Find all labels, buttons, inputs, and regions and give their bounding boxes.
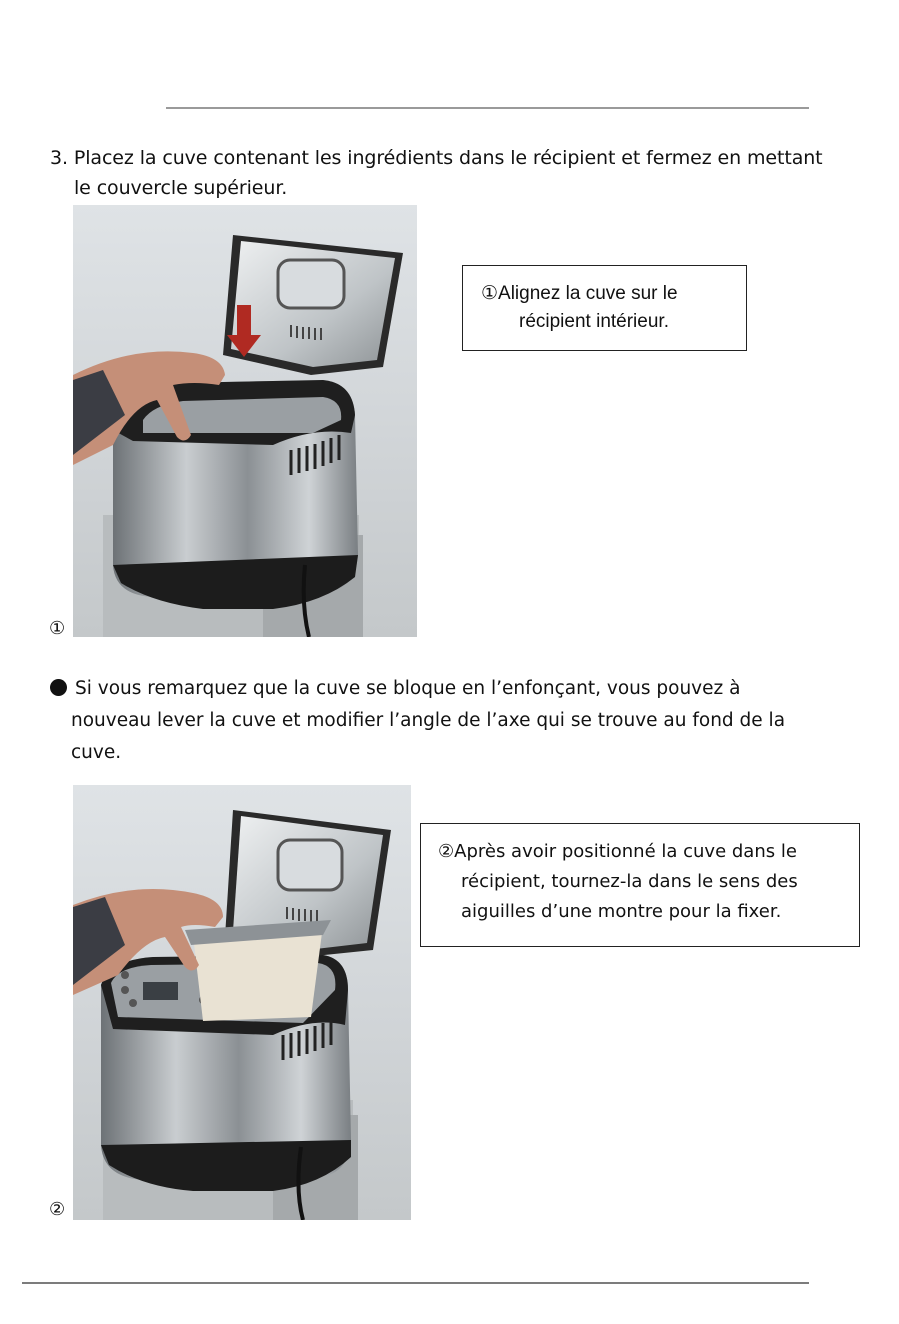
step-3-line-2: le couvercle supérieur. — [74, 177, 288, 199]
bread-maker-photo-1 — [73, 205, 417, 637]
callout-1-line-2: récipient intérieur. — [519, 311, 669, 332]
callout-rotate-pan — [420, 823, 860, 947]
header-rule — [166, 107, 809, 109]
callout-align-pan — [462, 265, 747, 351]
callout-2-line-3: aiguilles d’une montre pour la fixer. — [461, 901, 782, 922]
note-paragraph — [50, 673, 870, 769]
footer-rule — [22, 1282, 809, 1284]
note-line-3: cuve. — [71, 742, 122, 763]
callout-2-line-1: ②Après avoir positionné la cuve dans le — [438, 841, 797, 862]
figure-2-marker: ② — [49, 1199, 66, 1220]
bread-maker-photo-2 — [73, 785, 411, 1220]
figure-1-marker: ① — [49, 618, 66, 639]
note-line-2: nouveau lever la cuve et modifier l’angle de l’axe qui se trouve au fond de la — [71, 710, 786, 731]
step-3-instruction — [50, 143, 870, 203]
step-3-line-1: 3. Placez la cuve contenant les ingrédients dans le récipient et fermez en mettant — [50, 147, 823, 169]
callout-2-line-2: récipient, tournez-la dans le sens des — [461, 871, 798, 892]
callout-1-line-1: ①Alignez la cuve sur le — [481, 283, 678, 304]
note-line-1: Si vous remarquez que la cuve se bloque en l’enfonçant, vous pouvez à — [75, 678, 741, 699]
bullet-icon — [50, 679, 67, 696]
